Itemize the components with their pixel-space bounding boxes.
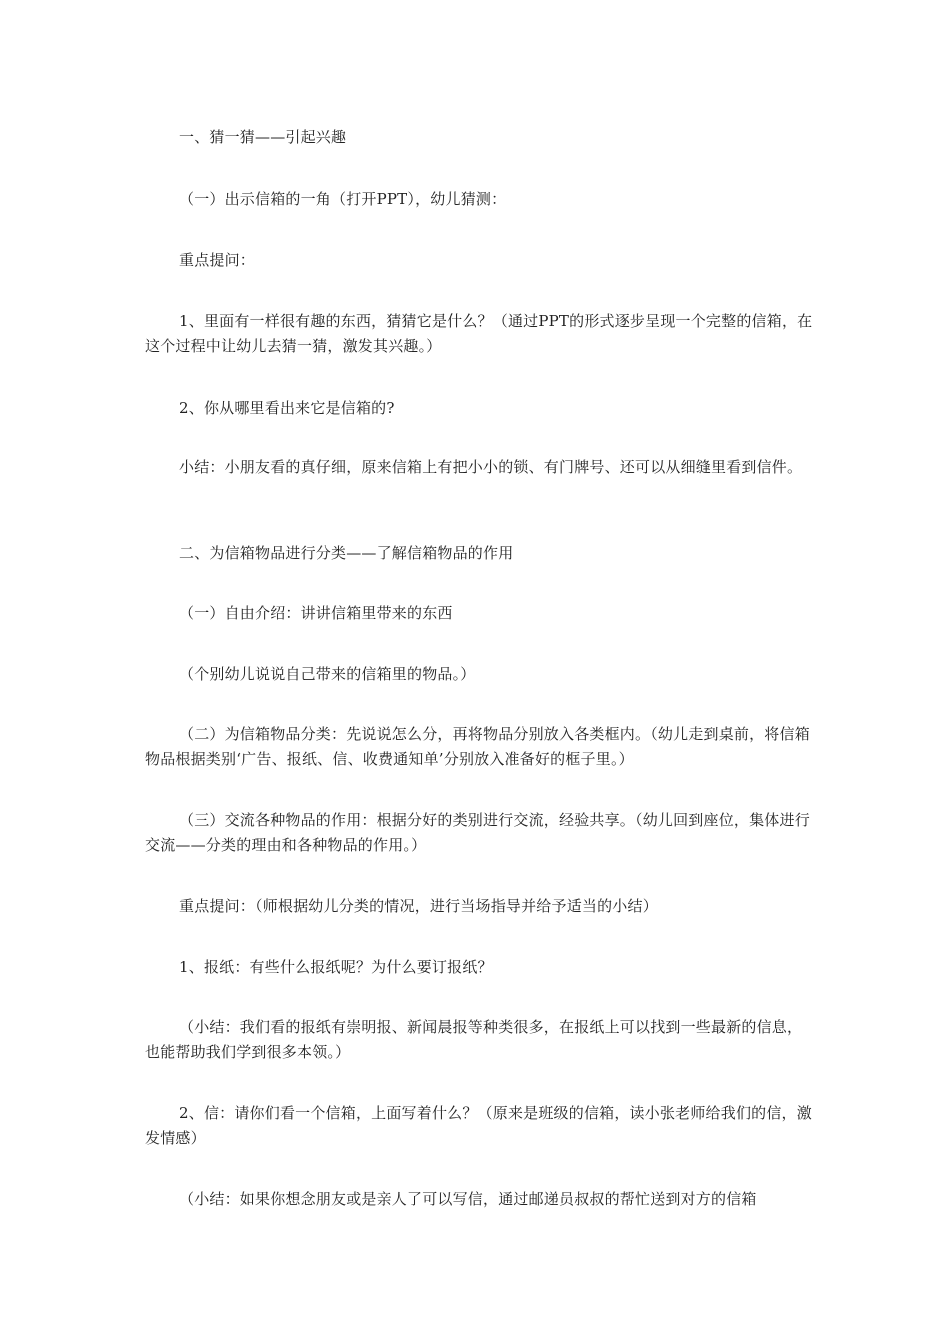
subsection-1-1: （一）出示信箱的一角（打开PPT），幼儿猜测： xyxy=(179,190,507,208)
summary-1: 小结：小朋友看的真仔细，原来信箱上有把小小的锁、有门牌号、还可以从细缝里看到信件。 xyxy=(179,458,803,476)
question-1: 1、里面有一样很有趣的东西，猜猜它是什么？（通过PPT的形式逐步呈现一个完整的信箱，在这个过程中让幼儿去猜一猜，激发其兴趣。） xyxy=(145,312,813,355)
subsection-2-1: （一）自由介绍：讲讲信箱里带来的东西 xyxy=(179,604,453,622)
activity-note: （个别幼儿说说自己带来的信箱里的物品。） xyxy=(179,665,476,683)
section-heading-2: 二、为信箱物品进行分类——了解信箱物品的作用 xyxy=(179,544,514,562)
key-question-label-2: 重点提问：（师根据幼儿分类的情况，进行当场指导并给予适当的小结） xyxy=(179,897,658,915)
question-2: 2、你从哪里看出来它是信箱的? xyxy=(179,399,395,417)
key-question-label: 重点提问： xyxy=(179,251,256,269)
subsection-2-2: （二）为信箱物品分类：先说说怎么分，再将物品分别放入各类框内。（幼儿走到桌前，将信箱物品根据类别‘广告、报纸、信、收费通知单’分别放入准备好的框子里。） xyxy=(145,725,810,768)
summary-letter: （小结：如果你想念朋友或是亲人了可以写信，通过邮递员叔叔的帮忙送到对方的信箱 xyxy=(179,1190,757,1208)
subsection-2-3: （三）交流各种物品的作用：根据分好的类别进行交流，经验共享。（幼儿回到座位，集体进行交流——分类的理由和各种物品的作用。） xyxy=(145,811,810,854)
question-newspaper: 1、报纸：有些什么报纸呢？为什么要订报纸？ xyxy=(179,958,493,976)
summary-newspaper: （小结：我们看的报纸有崇明报、新闻晨报等种类很多，在报纸上可以找到一些最新的信息，也能帮助我们学到很多本领。） xyxy=(145,1018,803,1061)
section-heading-1: 一、猜一猜——引起兴趣 xyxy=(179,128,347,146)
question-letter: 2、信：请你们看一个信箱，上面写着什么？（原来是班级的信箱，读小张老师给我们的信，激发情感） xyxy=(145,1104,812,1147)
